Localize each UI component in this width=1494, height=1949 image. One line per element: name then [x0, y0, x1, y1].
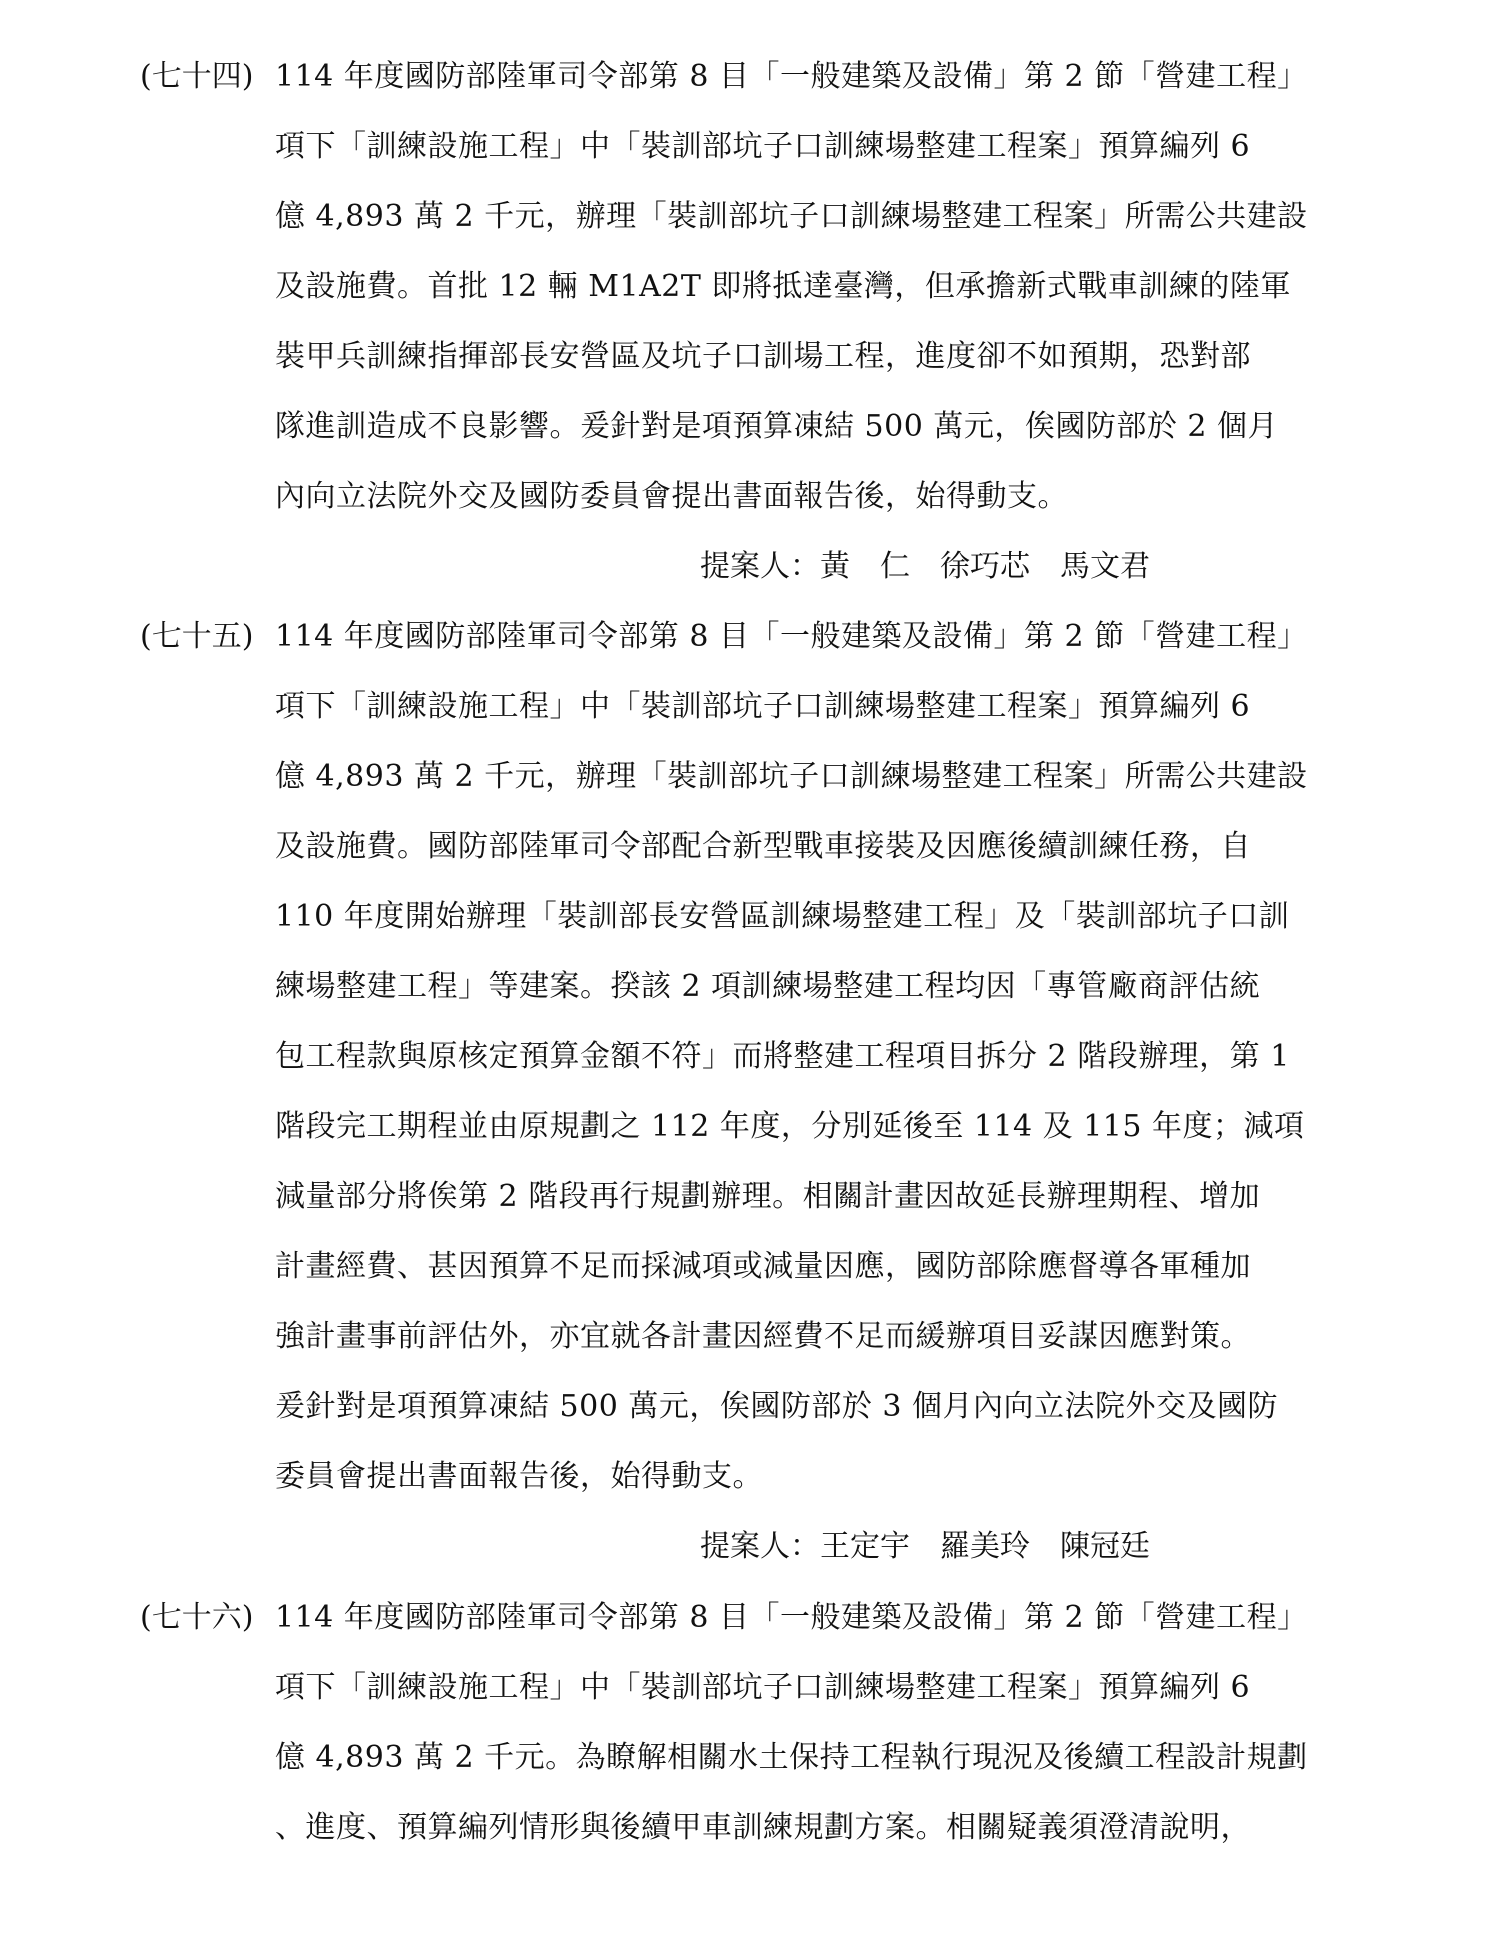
text-line: 內向立法院外交及國防委員會提出書面報告後，始得動支。 [275, 479, 1068, 514]
text-line: 項下「訓練設施工程」中「裝訓部坑子口訓練場整建工程案」預算編列 6 [275, 689, 1251, 724]
text-line: 隊進訓造成不良影響。爰針對是項預算凍結 500 萬元，俟國防部於 2 個月 [275, 409, 1278, 444]
text-line: 114 年度國防部陸軍司令部第 8 目「一般建築及設備」第 2 節「營建工程」 [275, 619, 1308, 654]
text-line: 項下「訓練設施工程」中「裝訓部坑子口訓練場整建工程案」預算編列 6 [275, 1670, 1251, 1705]
item-number: (七十五) [140, 619, 254, 654]
text-line: 裝甲兵訓練指揮部長安營區及坑子口訓場工程，進度卻不如預期，恐對部 [275, 339, 1251, 374]
text-line: 億 4,893 萬 2 千元。為瞭解相關水土保持工程執行現況及後續工程設計規劃 [275, 1740, 1308, 1775]
text-line: 及設施費。首批 12 輛 M1A2T 即將抵達臺灣，但承擔新式戰車訓練的陸軍 [275, 269, 1291, 304]
text-line: 110 年度開始辦理「裝訓部長安營區訓練場整建工程」及「裝訓部坑子口訓 [275, 899, 1290, 934]
item-number: (七十四) [140, 59, 254, 94]
proposer-line: 提案人：黃 仁 徐巧芯 馬文君 [700, 549, 1150, 584]
proposer-line: 提案人：王定宇 羅美玲 陳冠廷 [700, 1529, 1150, 1564]
text-line: 億 4,893 萬 2 千元，辦理「裝訓部坑子口訓練場整建工程案」所需公共建設 [275, 199, 1308, 234]
text-line: 委員會提出書面報告後，始得動支。 [275, 1459, 763, 1494]
text-line: 強計畫事前評估外，亦宜就各計畫因經費不足而緩辦項目妥謀因應對策。 [275, 1319, 1251, 1354]
text-line: 爰針對是項預算凍結 500 萬元，俟國防部於 3 個月內向立法院外交及國防 [275, 1389, 1278, 1424]
text-line: 項下「訓練設施工程」中「裝訓部坑子口訓練場整建工程案」預算編列 6 [275, 129, 1251, 164]
text-line: 練場整建工程」等建案。揆該 2 項訓練場整建工程均因「專管廠商評估統 [275, 969, 1261, 1004]
text-line: 減量部分將俟第 2 階段再行規劃辦理。相關計畫因故延長辦理期程、增加 [275, 1179, 1261, 1214]
text-line: 114 年度國防部陸軍司令部第 8 目「一般建築及設備」第 2 節「營建工程」 [275, 59, 1308, 94]
text-line: 包工程款與原核定預算金額不符」而將整建工程項目拆分 2 階段辦理，第 1 [275, 1039, 1290, 1074]
text-line: 114 年度國防部陸軍司令部第 8 目「一般建築及設備」第 2 節「營建工程」 [275, 1600, 1308, 1635]
text-line: 、進度、預算編列情形與後續甲車訓練規劃方案。相關疑義須澄清說明， [275, 1810, 1251, 1845]
item-number: (七十六) [140, 1600, 254, 1635]
text-line: 億 4,893 萬 2 千元，辦理「裝訓部坑子口訓練場整建工程案」所需公共建設 [275, 759, 1308, 794]
text-line: 及設施費。國防部陸軍司令部配合新型戰車接裝及因應後續訓練任務，自 [275, 829, 1251, 864]
text-line: 階段完工期程並由原規劃之 112 年度，分別延後至 114 及 115 年度；減項 [275, 1109, 1305, 1144]
text-line: 計畫經費、甚因預算不足而採減項或減量因應，國防部除應督導各軍種加 [275, 1249, 1251, 1284]
